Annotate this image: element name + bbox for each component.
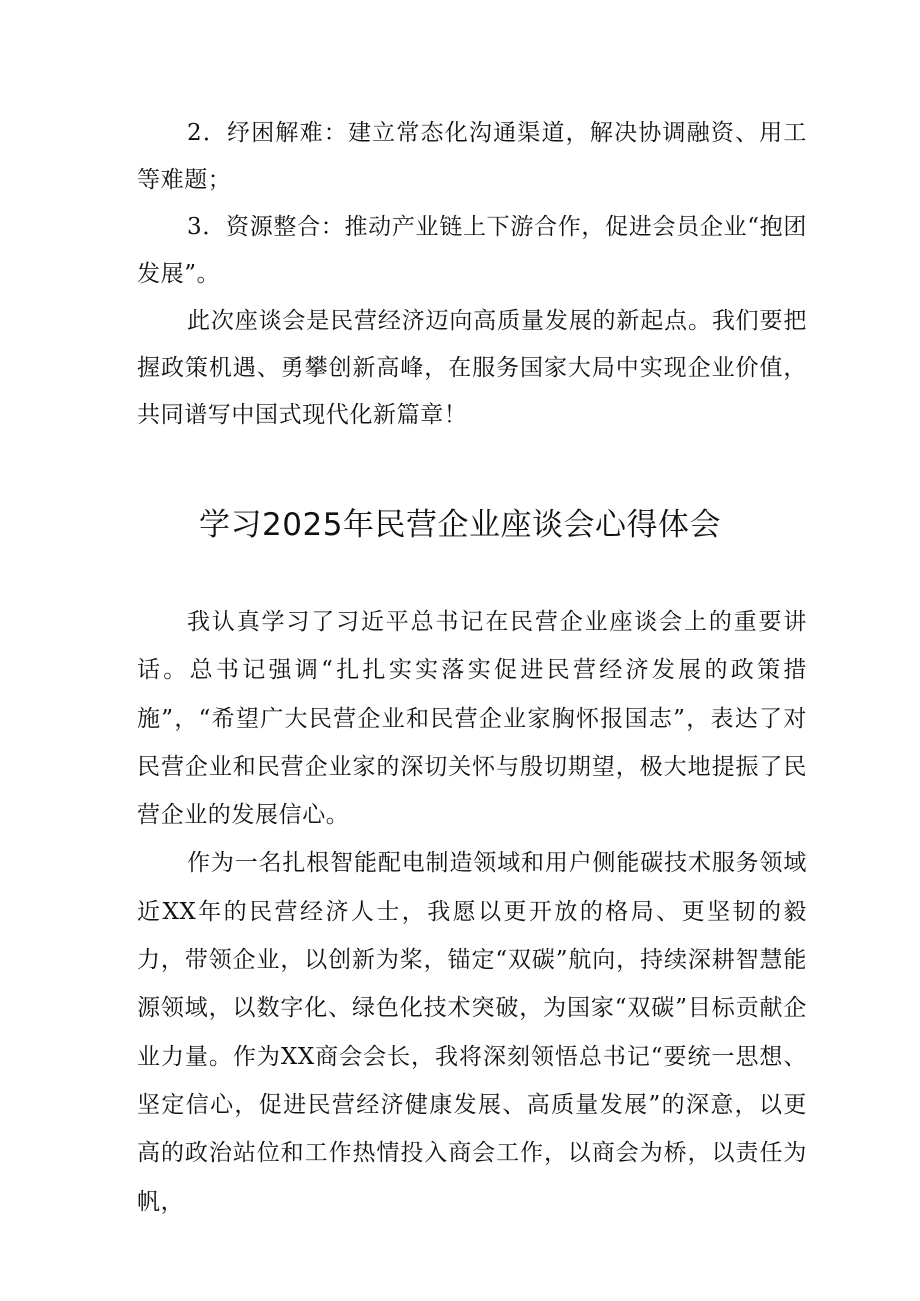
section-one-text — [137, 110, 807, 439]
list-item-resources: 3．资源整合：推动产业链上下游合作，促进会员企业“抱团发展”。 — [137, 214, 807, 287]
paragraph-1: 我认真学习了习近平总书记在民营企业座谈会上的重要讲话。总书记强调“扎扎实实落实促进民营经济发展的政策措施”，“希望广大民营企业和民营企业家胸怀报国志”，表达了对民营企业和民营企业家的深切关怀与殷切期望，极大地提振了民营企业的发展信心。 — [137, 609, 807, 829]
section-two-text — [137, 598, 807, 1226]
list-item-relief: 2．纾困解难：建立常态化沟通渠道，解决协调融资、用工等难题； — [137, 120, 807, 193]
section-title: 学习2025年民营企业座谈会心得体会 — [199, 507, 721, 543]
paragraph-2: 作为一名扎根智能配电制造领域和用户侧能碳技术服务领域近XX年的民营经济人士，我愿以更开放的格局、更坚韧的毅力，带领企业，以创新为桨，锚定“双碳”航向，持续深耕智慧能源领域，以数字化、绿色化技术突破，为国家“双碳”目标贡献企业力量。作为XX商会会长，我将深刻领悟总书记“要统一思想、坚定信心，促进民营经济健康发展、高质量发展”的深意，以更高的政治站位和工作热情投入商会工作，以商会为桥，以责任为帆， — [137, 850, 807, 1215]
closing-paragraph: 此次座谈会是民营经济迈向高质量发展的新起点。我们要把握政策机遇、勇攀创新高峰，在服务国家大局中实现企业价值，共同谱写中国式现代化新篇章！ — [137, 308, 807, 428]
